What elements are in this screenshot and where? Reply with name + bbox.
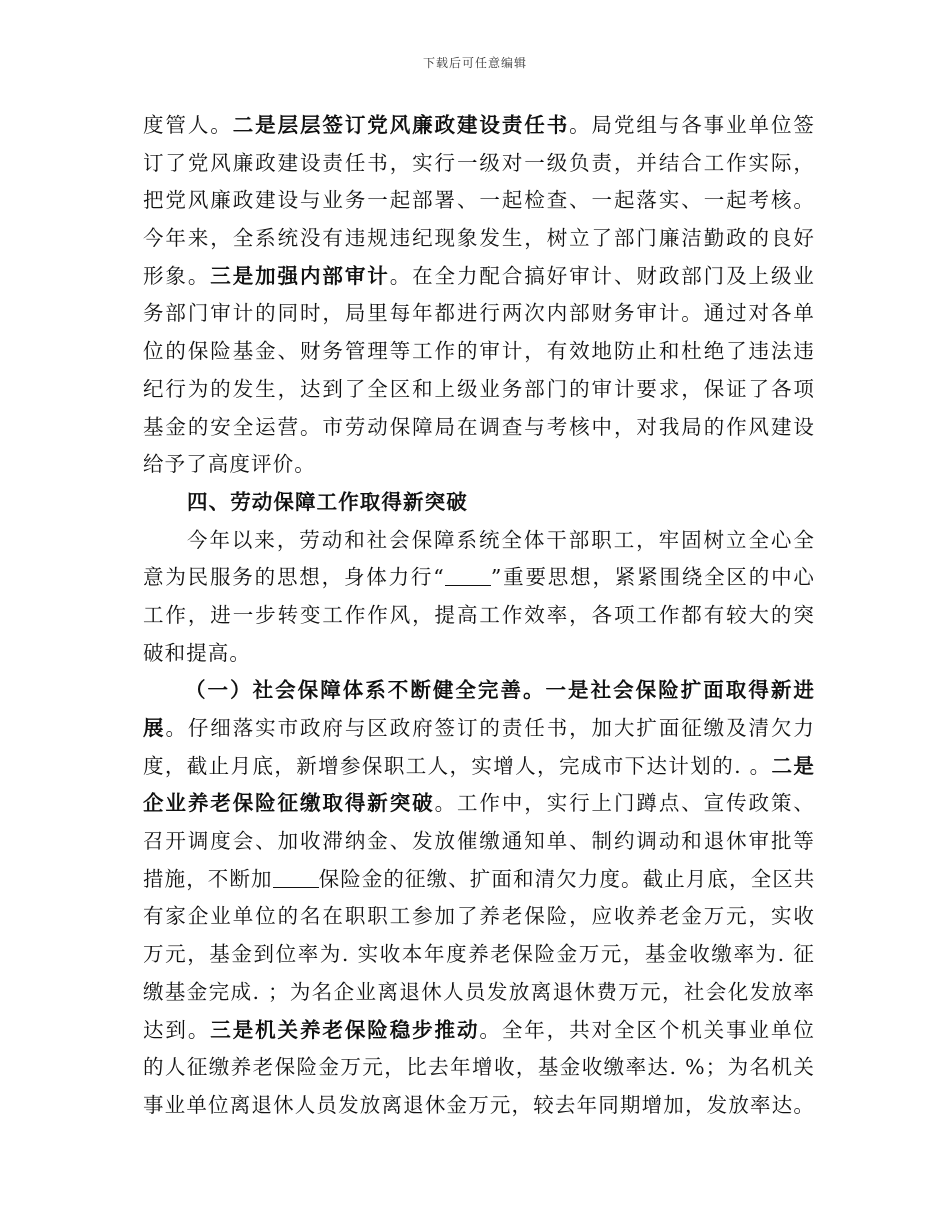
text-line: [143, 107, 815, 145]
text-run: 措施，不断加: [143, 866, 273, 891]
text-line: 订了党风廉政建设责任书，实行一级对一级负责，并结合工作实际，: [143, 150, 815, 175]
fill-in-blank: [445, 567, 491, 586]
document-body: [143, 107, 815, 1125]
section-heading: 四、劳动保障工作取得新突破: [187, 489, 468, 514]
text-line: [143, 748, 815, 786]
text-line: 破和提高。: [143, 640, 251, 665]
text-line: [143, 785, 815, 823]
text-line: 把党风廉政建设与业务一起部署、一起检查、一起落实、一起考核。: [143, 188, 815, 213]
bold-heading-run: 二是层层签订党风廉政建设责任书: [232, 113, 570, 137]
text-run: 形象。: [143, 263, 211, 288]
text-line: 的人征缴养老保险金万元，比去年增收，基金收缴率达. %；为名机关: [143, 1055, 815, 1080]
text-run: 。在全力配合搞好审计、财政部门及上级业: [389, 263, 815, 288]
text-run: 。仔细落实市政府与区政府签订的责任书，加大扩面征缴及清欠力: [165, 716, 815, 740]
text-line: 有家企业单位的名在职职工参加了养老保险，应收养老金万元，实收: [143, 904, 815, 929]
text-line: [143, 1012, 815, 1050]
text-line: 万元，基金到位率为. 实收本年度养老保险金万元，基金收缴率为. 征: [143, 942, 815, 967]
bold-heading-run: 展: [143, 716, 166, 740]
text-line: [143, 710, 815, 748]
text-run: 度管人。: [143, 113, 233, 137]
text-run: ”重要思想，紧紧围绕全区的中心: [490, 565, 815, 590]
text-line: 召开调度会、加收滞纳金、发放催缴通知单、制约调动和退休审批等: [143, 829, 815, 854]
text-line: 今年以来，劳动和社会保障系统全体干部职工，牢固树立全心全: [187, 527, 815, 552]
text-run: 保险金的征缴、扩面和清欠力度。截止月底，全区共: [318, 866, 816, 891]
text-run: 达到。: [143, 1017, 211, 1042]
bold-heading-run: 企业养老保险征缴取得新突破: [143, 791, 435, 816]
subsection-heading: （一）社会保障体系不断健全完善。一是社会保险扩面取得新进: [185, 678, 815, 703]
text-line: [143, 861, 815, 899]
text-line: 缴基金完成. ；为名企业离退休人员发放离退休费万元，社会化发放率: [143, 979, 815, 1004]
text-run: 意为民服务的思想，身体力行“: [143, 565, 445, 590]
text-line: 纪行为的发生，达到了全区和上级业务部门的审计要求，保证了各项: [143, 376, 815, 401]
fill-in-blank: [273, 868, 319, 887]
text-line: 位的保险基金、财务管理等工作的审计，有效地防止和杜绝了违法违: [143, 339, 815, 364]
text-line: 今年来，全系统没有违规违纪现象发生，树立了部门廉洁勤政的良好: [143, 226, 815, 251]
text-line: 基金的安全运营。市劳动保障局在调查与考核中，对我局的作风建设: [143, 414, 815, 439]
text-run: 。局党组与各事业单位签: [569, 113, 815, 137]
bold-heading-run: 二是: [771, 753, 816, 778]
text-run: 。全年，共对全区个机关事业单位: [479, 1017, 815, 1042]
text-run: 。工作中，实行上门蹲点、宣传政策、: [434, 791, 815, 816]
text-line: 工作，进一步转变工作作风，提高工作效率，各项工作都有较大的突: [143, 602, 815, 627]
text-line: [143, 258, 815, 296]
text-line: 务部门审计的同时，局里每年都进行两次内部财务审计。通过对各单: [143, 301, 815, 326]
text-line: [143, 559, 815, 597]
text-line: 事业单位离退休人员发放离退休金万元，较去年同期增加，发放率达。: [143, 1092, 815, 1117]
bold-heading-run: 三是加强内部审计: [210, 263, 390, 288]
text-run: 度，截止月底，新增参保职工人，实增人，完成市下达计划的. 。: [143, 753, 772, 778]
text-line: 给予了高度评价。: [143, 452, 316, 477]
page-header-note: 下载后可任意编辑: [422, 56, 527, 70]
bold-heading-run: 三是机关养老保险稳步推动: [210, 1017, 480, 1042]
